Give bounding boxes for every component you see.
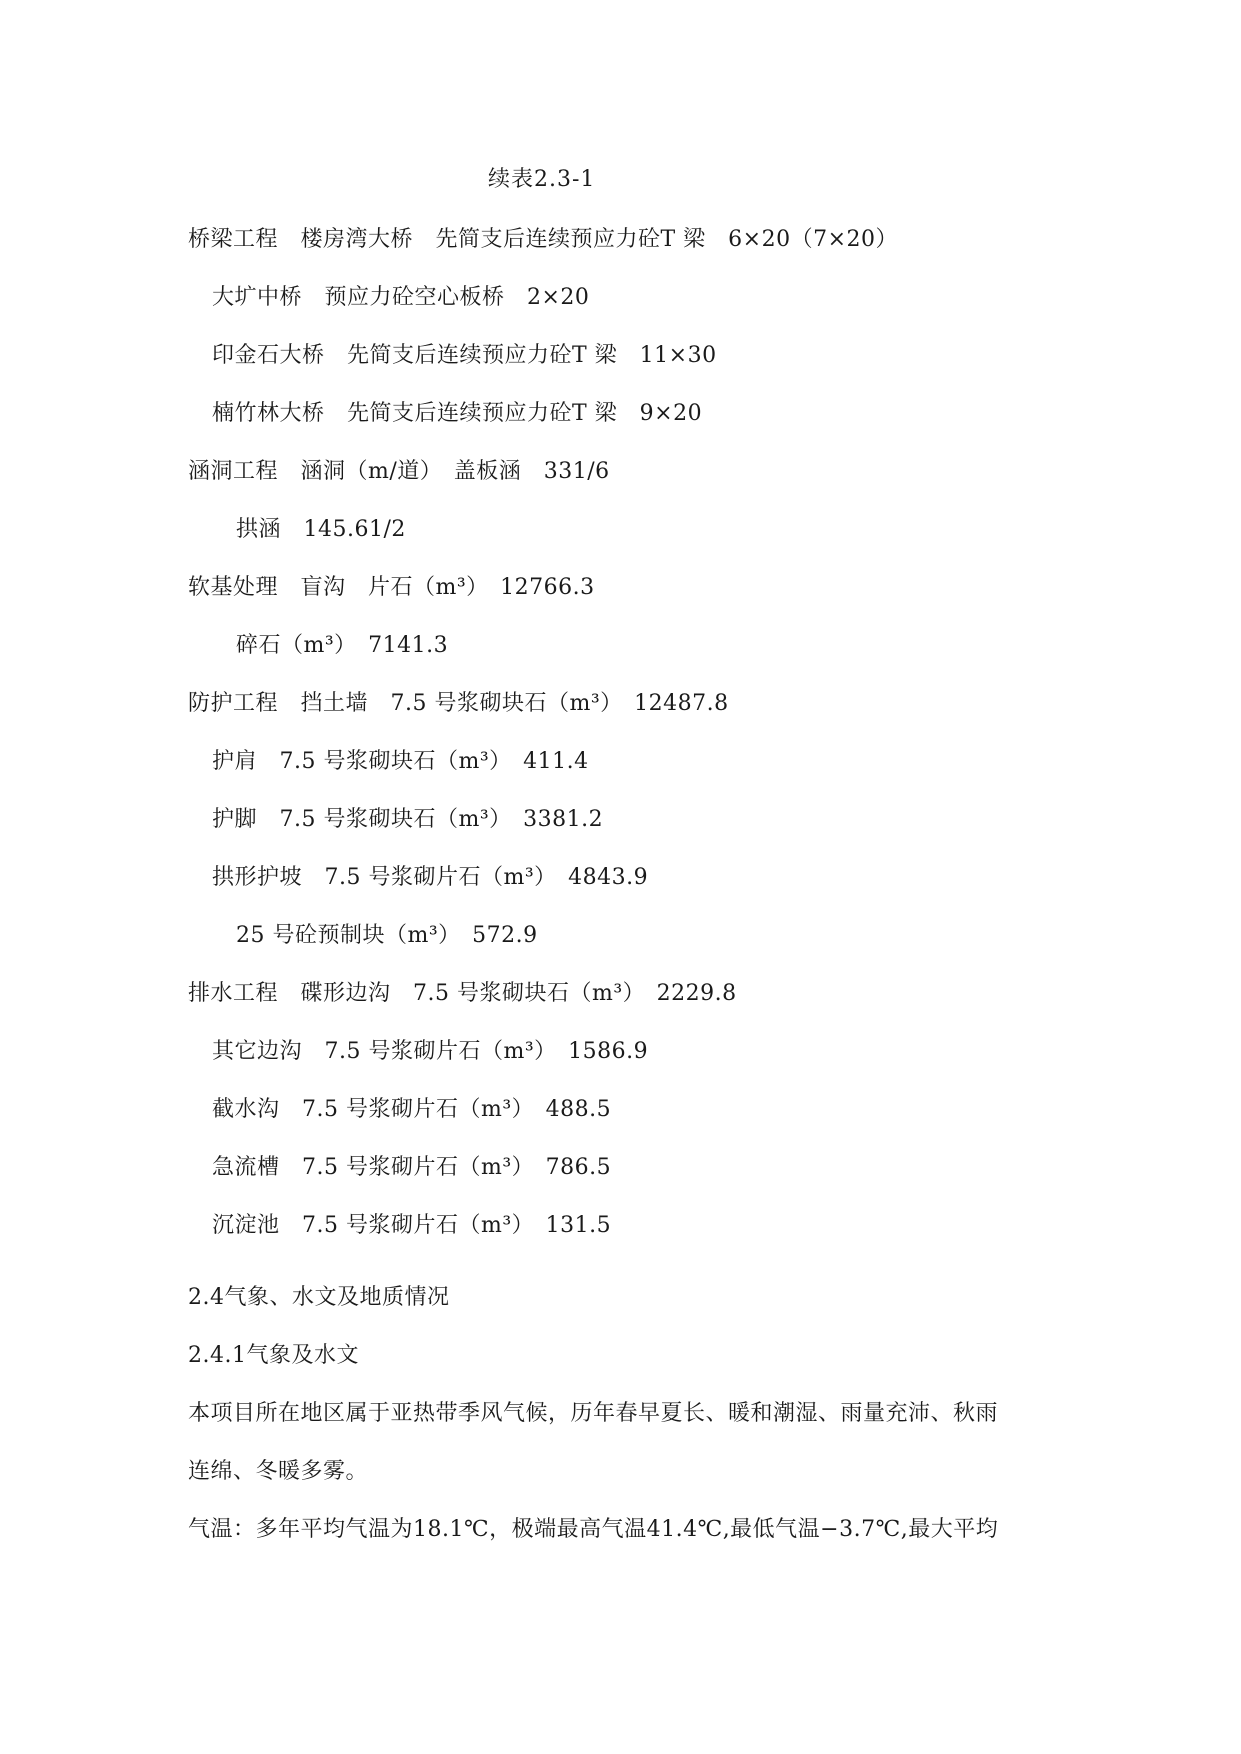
section-heading: 2.4气象、水文及地质情况	[188, 1285, 450, 1310]
table-row: 印金石大桥 先简支后连续预应力砼T 梁 11×30	[212, 343, 717, 368]
table-row: 25 号砼预制块（m³） 572.9	[236, 923, 538, 948]
table-row: 软基处理 盲沟 片石（m³） 12766.3	[188, 575, 595, 600]
table-row: 沉淀池 7.5 号浆砌片石（m³） 131.5	[212, 1213, 612, 1238]
paragraph-line: 气温：多年平均气温为18.1℃，极端最高气温41.4℃,最低气温−3.7℃,最大平均	[188, 1517, 999, 1542]
table-row: 护脚 7.5 号浆砌块石（m³） 3381.2	[212, 807, 604, 832]
table-row: 桥梁工程 楼房湾大桥 先简支后连续预应力砼T 梁 6×20（7×20）	[188, 227, 899, 252]
table-row: 拱涵 145.61/2	[236, 517, 406, 542]
table-row: 其它边沟 7.5 号浆砌片石（m³） 1586.9	[212, 1039, 649, 1064]
table-row: 防护工程 挡土墙 7.5 号浆砌块石（m³） 12487.8	[188, 691, 729, 716]
table-caption: 续表2.3-1	[488, 167, 596, 192]
table-row: 大圹中桥 预应力砼空心板桥 2×20	[212, 285, 590, 310]
subsection-heading: 2.4.1气象及水文	[188, 1343, 359, 1368]
table-row: 碎石（m³） 7141.3	[236, 633, 449, 658]
table-row: 截水沟 7.5 号浆砌片石（m³） 488.5	[212, 1097, 612, 1122]
table-row: 楠竹林大桥 先简支后连续预应力砼T 梁 9×20	[212, 401, 703, 426]
table-row: 涵洞工程 涵洞（m/道） 盖板涵 331/6	[188, 459, 610, 484]
paragraph-line: 本项目所在地区属于亚热带季风气候，历年春早夏长、暖和潮湿、雨量充沛、秋雨	[188, 1401, 999, 1426]
table-row: 排水工程 碟形边沟 7.5 号浆砌块石（m³） 2229.8	[188, 981, 737, 1006]
paragraph-line: 连绵、冬暖多雾。	[188, 1459, 369, 1484]
table-row: 拱形护坡 7.5 号浆砌片石（m³） 4843.9	[212, 865, 649, 890]
table-row: 护肩 7.5 号浆砌块石（m³） 411.4	[212, 749, 589, 774]
table-row: 急流槽 7.5 号浆砌片石（m³） 786.5	[212, 1155, 612, 1180]
